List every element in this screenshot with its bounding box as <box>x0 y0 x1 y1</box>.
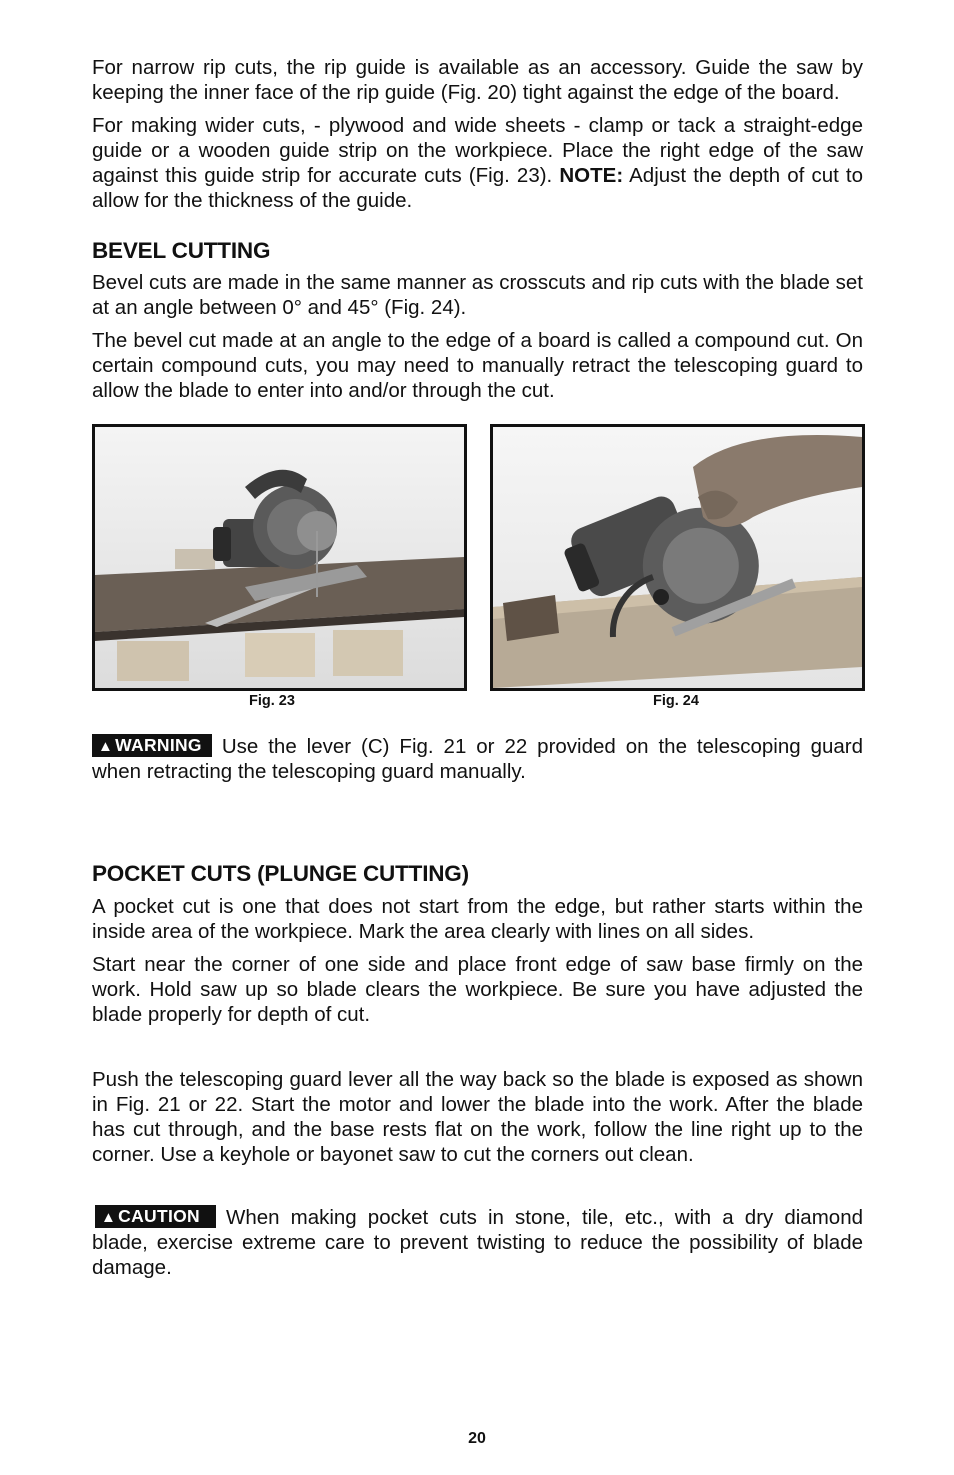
saw-on-plywood-illustration <box>95 427 464 688</box>
page-content <box>92 55 863 1280</box>
fig-23-caption: Fig. 23 <box>249 693 295 709</box>
pocket-paragraph-3: Push the telescoping guard lever all the way back so the blade is exposed as shown in Fig. 21 or 22. Start the motor and lower the blade into the work. After the blade has cut through, and the base rests flat on the work, follow the line right up to the corner. Use a keyhole or bayonet saw to cut the corners out clean. <box>92 1068 863 1166</box>
bevel-paragraph-1: Bevel cuts are made in the same manner as crosscuts and rip cuts with the blade set at an angle between 0° and 45° (Fig. 24). <box>92 271 863 319</box>
fig-24-caption: Fig. 24 <box>653 693 699 709</box>
fig-23-photo <box>92 424 467 691</box>
warning-paragraph <box>92 734 863 784</box>
pocket-paragraph-2: Start near the corner of one side and place front edge of saw base firmly on the work. Hold saw up so blade clears the workpiece. Be sure you have adjusted the blade properly for depth of cut. <box>92 953 863 1026</box>
warning-triangle-icon: ▲ <box>98 738 114 755</box>
caution-triangle-icon: ▲ <box>101 1209 117 1226</box>
caution-text: When making pocket cuts in stone, tile, etc., with a dry diamond blade, exercise extreme care to prevent twisting to reduce the possibility of blade damage. <box>92 1206 863 1279</box>
caution-label: CAUTION <box>118 1206 200 1226</box>
warning-text: Use the lever (C) Fig. 21 or 22 provided on the telescoping guard when retracting the telescoping guard manually. <box>92 735 863 783</box>
pocket-paragraph-1: A pocket cut is one that does not start from the edge, but rather starts within the inside area of the workpiece. Mark the area clearly with lines on all sides. <box>92 895 863 943</box>
fig-24-photo <box>490 424 865 691</box>
warning-label: WARNING <box>115 735 202 755</box>
wide-cuts-paragraph <box>92 113 863 213</box>
caution-badge <box>95 1205 216 1228</box>
note-label: NOTE: <box>559 164 624 187</box>
warning-badge <box>92 734 212 757</box>
rip-guide-paragraph: For narrow rip cuts, the rip guide is available as an accessory. Guide the saw by keeping the inner face of the rip guide (Fig. 20) tight against the edge of the board. <box>92 56 863 104</box>
wide-cuts-text: For making wider cuts, - plywood and wide sheets - clamp or tack a straight-edge guide or a wooden guide strip on the workpiece. Place the right edge of the saw against this guide strip for accurate cuts (Fig. 23). <box>92 114 863 187</box>
bevel-cut-illustration <box>493 427 862 688</box>
page-number: 20 <box>468 1430 486 1447</box>
note-text: Adjust the depth of cut to allow for the thickness of the guide. <box>92 164 863 212</box>
pocket-cuts-heading: POCKET CUTS (PLUNGE CUTTING) <box>92 861 469 886</box>
caution-paragraph <box>92 1205 863 1280</box>
figure-row <box>92 424 863 714</box>
bevel-cutting-heading: BEVEL CUTTING <box>92 238 271 263</box>
bevel-paragraph-2: The bevel cut made at an angle to the edge of a board is called a compound cut. On certain compound cuts, you may need to manually retract the telescoping guard to allow the blade to enter into and/or through the cut. <box>92 329 863 402</box>
